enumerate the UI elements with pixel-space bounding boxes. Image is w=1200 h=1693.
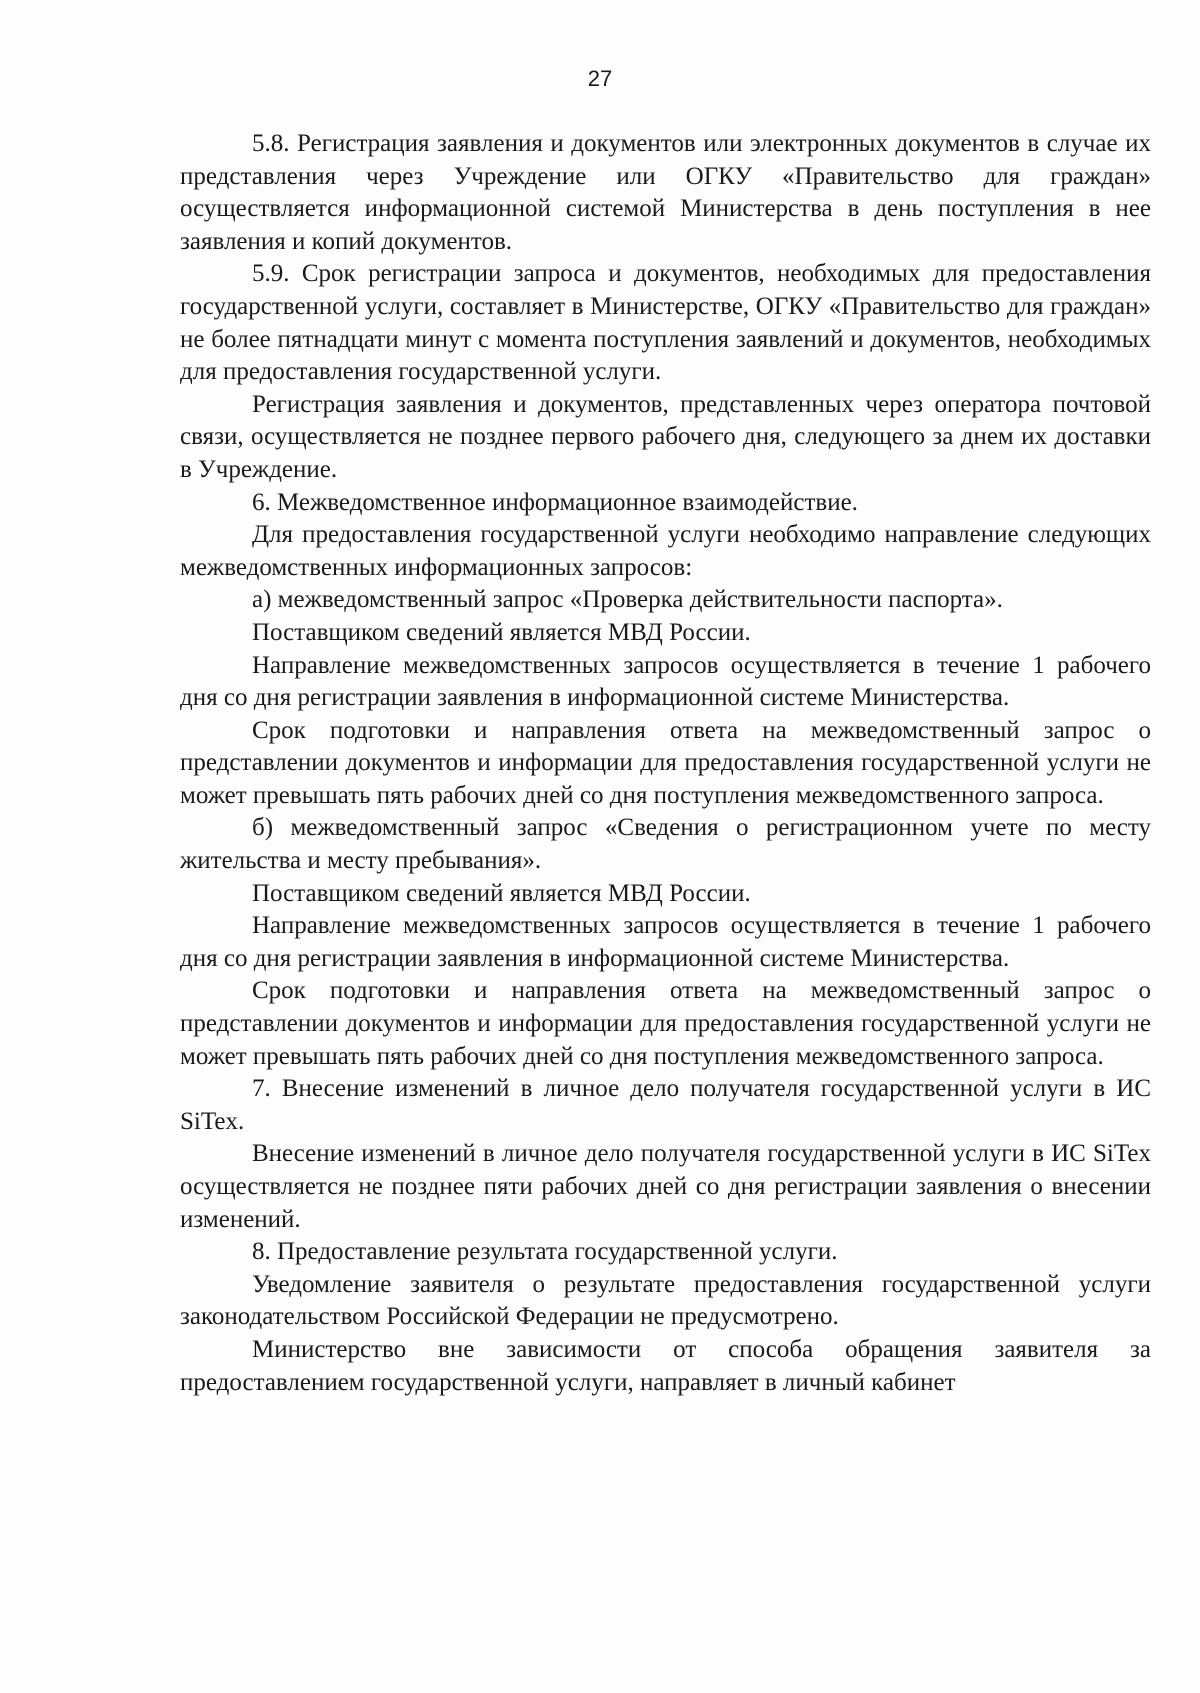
section-heading-6: 6. Межведомственное информационное взаимодействие. <box>252 488 858 516</box>
paragraph-request-timing-a: Направление межведомственных запросов осуществляется в течение 1 рабочего дня со дня регистрации заявления в информационной системе Министерства. <box>180 651 1151 712</box>
paragraph-interagency-requests: Для предоставления государственной услуги необходимо направление следующих межведомственных информационных запросов: <box>180 521 1151 581</box>
page-number: 27 <box>587 66 613 91</box>
paragraph-provider-b: Поставщиком сведений является МВД России. <box>252 879 751 907</box>
paragraph-ministry-result: Министерство вне зависимости от способа обращения заявителя за предоставлением государственной услуги, направляет в личный кабинет <box>180 1335 1151 1396</box>
paragraph-request-timing-b: Направление межведомственных запросов осуществляется в течение 1 рабочего дня со дня регистрации заявления в информационной системе Министерства. <box>180 912 1151 972</box>
paragraph-notification: Уведомление заявителя о результате предоставления государственной услуги законодательством Российской Федерации не предусмотрено. <box>180 1270 1151 1331</box>
paragraph-response-timing-a: Срок подготовки и направления ответа на межведомственный запрос о представлении документов и информации для предоставления государственной услуги не может превышать пять рабочих дней со дня поступления межведомственного запроса. <box>180 716 1151 809</box>
paragraph-response-timing-b: Срок подготовки и направления ответа на межведомственный запрос о представлении документов и информации для предоставления государственной услуги не может превышать пять рабочих дней со дня поступления межведомственного запроса. <box>180 977 1151 1070</box>
paragraph-5-8: 5.8. Регистрация заявления и документов или электронных документов в случае их представления через Учреждение или ОГКУ «Правительство для граждан» осуществляется информационной системой Министерства в день поступления в нее заявления и копий документов. <box>180 130 1151 255</box>
section-heading-8: 8. Предоставление результата государственной услуги. <box>252 1238 838 1266</box>
section-heading-7: 7. Внесение изменений в личное дело получателя государственной услуги в ИС SiTex. <box>180 1075 1151 1135</box>
list-item-a: а) межведомственный запрос «Проверка действительности паспорта». <box>252 586 1003 614</box>
paragraph-sitex-changes: Внесение изменений в личное дело получателя государственной услуги в ИС SiTex осуществляется не позднее пяти рабочих дней со дня регистрации заявления о внесении изменений. <box>180 1140 1151 1233</box>
paragraph-postal-registration: Регистрация заявления и документов, представленных через оператора почтовой связи, осуществляется не позднее первого рабочего дня, следующего за днем их доставки в Учреждение. <box>180 390 1151 483</box>
paragraph-provider-a: Поставщиком сведений является МВД России. <box>252 618 751 646</box>
list-item-b: б) межведомственный запрос «Сведения о регистрационном учете по месту жительства и месту пребывания». <box>180 814 1151 875</box>
paragraph-5-9: 5.9. Срок регистрации запроса и документов, необходимых для предоставления государственной услуги, составляет в Министерстве, ОГКУ «Правительство для граждан» не более пятнадцати минут с момента поступления заявлений и документов, необходимых для предоставления государственной услуги. <box>180 260 1151 386</box>
document-body <box>180 128 1151 1399</box>
